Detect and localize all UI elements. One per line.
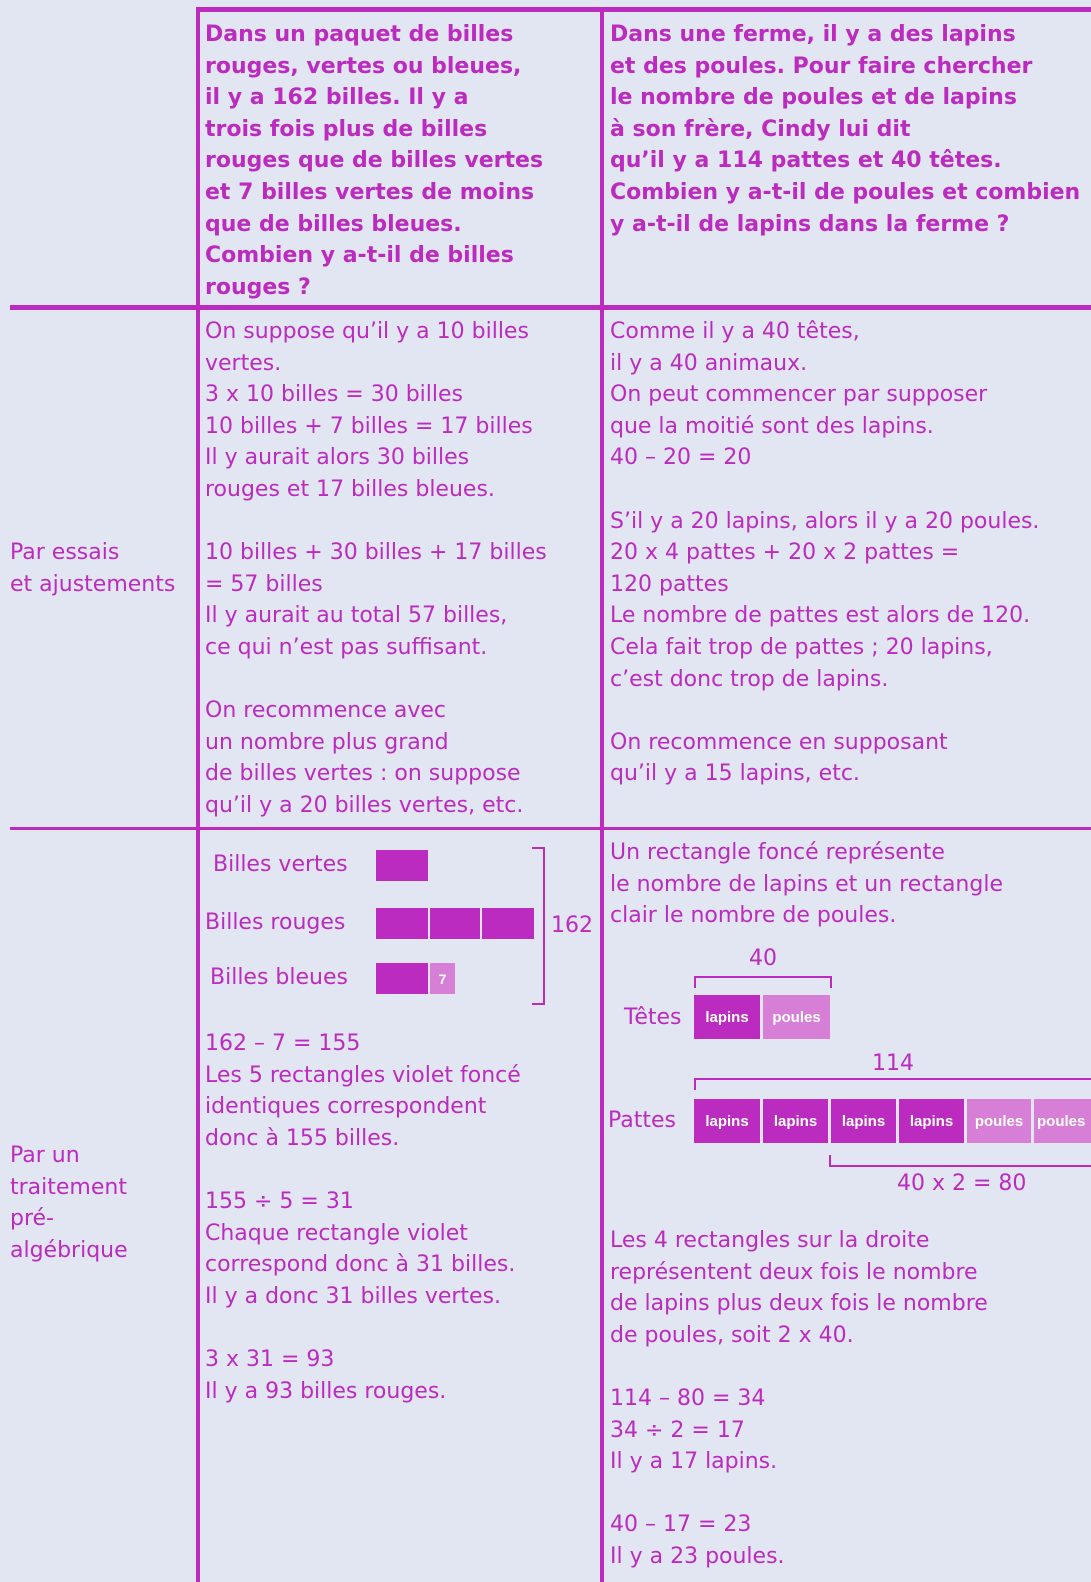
row-separator — [10, 827, 1091, 830]
label-pattes-total: 114 — [872, 1051, 914, 1076]
bar-rouges-1 — [376, 908, 428, 939]
essais-billes-text: On suppose qu’il y a 10 billes vertes. 3 x 10 billes = 30 billes 10 billes + 7 billes = 17 billes Il y aurait alors 30 billes rouges et 17 billes bleues. 10 billes + 30 billes + 17 billes = 57 billes Il y aurait au total 57 billes, ce qui n’est pas suffisant. On recommence avec un nombre plus grand de billes vertes : on suppose qu’il y a 20 billes vertes, etc. — [205, 319, 547, 818]
label-billes-vertes: Billes vertes — [213, 852, 348, 877]
box-tetes-lapins: lapins — [694, 995, 760, 1039]
prealgebrique-ferme-text: Les 4 rectangles sur la droite représentent deux fois le nombre de lapins plus deux fois le nombre de poules, soit 2 x 40. 114 – 80 = 34 34 ÷ 2 = 17 Il y a 17 lapins. 40 – 17 = 23 Il y a 23 poules. — [610, 1228, 988, 1569]
bracket-tetes — [694, 976, 832, 988]
box-pattes-lapins-2: lapins — [763, 1099, 828, 1143]
row-label-prealgebrique: Par un traitement pré- algébrique — [10, 1143, 128, 1263]
problem-ferme: Dans une ferme, il y a des lapins et des poules. Pour faire chercher le nombre de poules et de lapins à son frère, Cindy lui dit qu’il y a 114 pattes et 40 têtes. Combien y a-t-il de poules et combien y a-t-il de lapins dans la ferme ? — [610, 22, 1081, 237]
prealgebrique-billes-text: 162 – 7 = 155 Les 5 rectangles violet foncé identiques correspondent donc à 155 billes. 155 ÷ 5 = 31 Chaque rectangle violet correspond donc à 31 billes. Il y a donc 31 billes vertes. 3 x 31 = 93 Il y a 93 billes rouges. — [205, 1031, 521, 1404]
box-tetes-poules: poules — [763, 995, 830, 1039]
bracket-total — [532, 847, 545, 1005]
label-tetes: Têtes — [624, 1005, 682, 1030]
header-bottom-border — [10, 305, 1091, 310]
box-pattes-lapins-1: lapins — [694, 1099, 760, 1143]
bar-bleues — [376, 963, 428, 994]
row-label-essais: Par essais et ajustements — [10, 540, 176, 597]
bar-rouges-3 — [482, 908, 534, 939]
label-billes-bleues: Billes bleues — [210, 965, 348, 990]
label-billes-rouges: Billes rouges — [205, 910, 346, 935]
ferme-diagram-intro: Un rectangle foncé représente le nombre de lapins et un rectangle clair le nombre de poules. — [610, 840, 1003, 929]
box-pattes-lapins-4: lapins — [899, 1099, 964, 1143]
essais-ferme-text: Comme il y a 40 têtes, il y a 40 animaux. On peut commencer par supposer que la moitié sont des lapins. 40 – 20 = 20 S’il y a 20 lapins, alors il y a 20 poules. 20 x 4 pattes + 20 x 2 pattes = 120 pattes Le nombre de pattes est alors de 120. Cela fait trop de pattes ; 20 lapins, c’est donc trop de lapins. On recommence en supposant qu’il y a 15 lapins, etc. — [610, 319, 1040, 787]
bar-vertes — [376, 850, 428, 881]
column-divider-left — [196, 7, 200, 1582]
box-pattes-lapins-3: lapins — [831, 1099, 896, 1143]
column-divider-right — [600, 7, 604, 1582]
label-total-162: 162 — [551, 913, 593, 938]
label-calc-80: 40 x 2 = 80 — [897, 1171, 1027, 1196]
box-pattes-poules-2: poules — [1034, 1099, 1091, 1143]
label-tetes-total: 40 — [749, 946, 777, 971]
bar-rouges-2 — [430, 908, 480, 939]
bracket-pattes — [694, 1078, 1091, 1090]
box-pattes-poules-1: poules — [967, 1099, 1031, 1143]
bar-seven: 7 — [430, 963, 455, 994]
label-pattes: Pattes — [608, 1108, 677, 1133]
problem-billes: Dans un paquet de billes rouges, vertes ou bleues, il y a 162 billes. Il y a trois fois plus de billes rouges que de billes vertes et 7 billes vertes de moins que de billes bleues. Combien y a-t-il de billes rouges ? — [205, 22, 544, 300]
bracket-quatre-rectangles — [829, 1155, 1091, 1167]
table-top-border — [196, 7, 1091, 12]
